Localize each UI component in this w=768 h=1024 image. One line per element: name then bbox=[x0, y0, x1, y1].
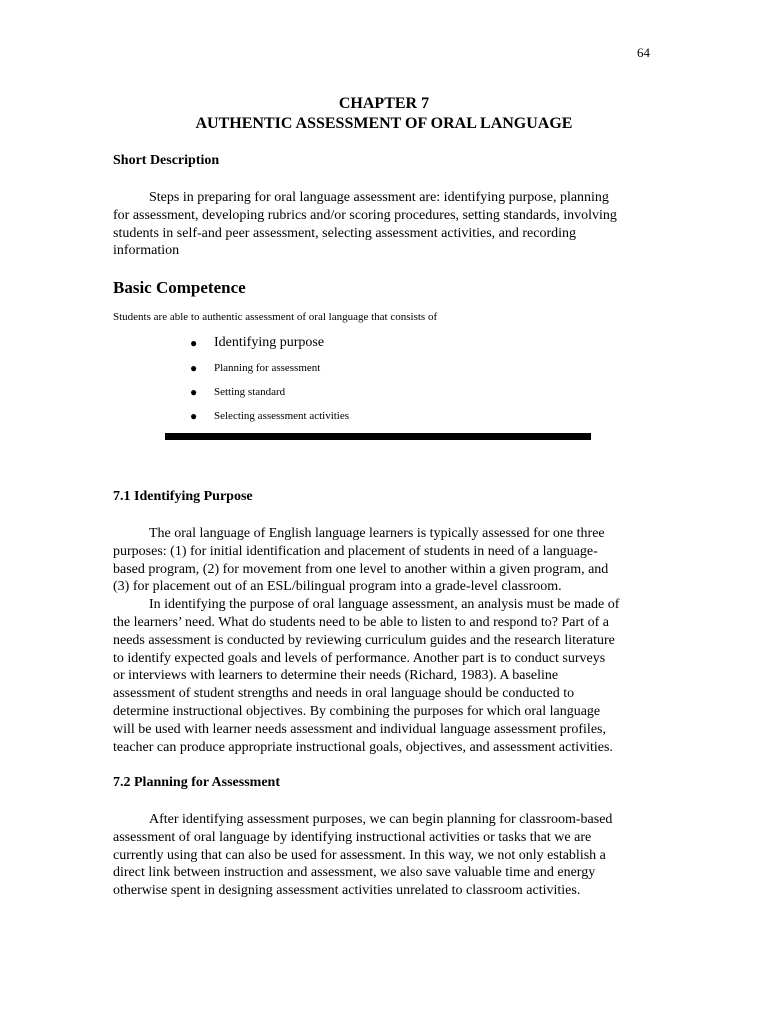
list-item-label: Identifying purpose bbox=[214, 335, 325, 350]
paragraph-line: determine instructional objectives. By combining the purposes for which oral language bbox=[113, 703, 601, 719]
bullet-icon: ● bbox=[190, 361, 198, 375]
chapter-number: CHAPTER 7 bbox=[338, 95, 430, 112]
chapter-title: AUTHENTIC ASSESSMENT OF ORAL LANGUAGE bbox=[195, 115, 573, 132]
page-number: 64 bbox=[637, 45, 650, 60]
paragraph-line: needs assessment is conducted by reviewing curriculum guides and the research literature bbox=[113, 632, 615, 648]
short-description-paragraph bbox=[113, 189, 653, 260]
list-item-label: Planning for assessment bbox=[214, 362, 321, 374]
paragraph-line: Steps in preparing for oral language assessment are: identifying purpose, planning bbox=[149, 190, 609, 205]
paragraph-line: the learners’ need. What do students need to be able to listen to and respond to? Part of a bbox=[113, 614, 609, 630]
paragraph-line: information bbox=[113, 243, 180, 259]
bullet-icon: ● bbox=[190, 385, 198, 399]
bullet-icon: ● bbox=[190, 336, 198, 350]
chapter-heading bbox=[0, 94, 768, 134]
paragraph-line: The oral language of English language learners is typically assessed for one three bbox=[149, 526, 605, 541]
paragraph-line: teacher can produce appropriate instructional goals, objectives, and assessment activities. bbox=[113, 739, 613, 755]
basic-competence-intro: Students are able to authentic assessment of oral language that consists of bbox=[113, 311, 438, 323]
paragraph-line: or interviews with learners to determine their needs (Richard, 1983). A baseline bbox=[113, 668, 559, 684]
paragraph-line: otherwise spent in designing assessment activities unrelated to classroom activities. bbox=[113, 883, 581, 899]
paragraph-line: currently using that can also be used for assessment. In this way, we not only establish a bbox=[113, 847, 606, 863]
section-divider bbox=[165, 433, 591, 440]
paragraph-line: After identifying assessment purposes, we can begin planning for classroom-based bbox=[149, 812, 613, 827]
paragraph-line: for assessment, developing rubrics and/or scoring procedures, setting standards, involving bbox=[113, 207, 617, 223]
section-7-1-paragraph bbox=[113, 525, 653, 756]
paragraph-line: direct link between instruction and assessment, we also save valuable time and energy bbox=[113, 865, 596, 881]
paragraph-line: based program, (2) for movement from one level to another within a given program, and bbox=[113, 561, 609, 577]
paragraph-line: In identifying the purpose of oral language assessment, an analysis must be made of bbox=[149, 597, 620, 613]
paragraph-line: (3) for placement out of an ESL/bilingual program into a grade-level classroom. bbox=[113, 579, 562, 595]
section-7-1-heading: 7.1 Identifying Purpose bbox=[113, 489, 253, 504]
list-item-label: Selecting assessment activities bbox=[214, 410, 350, 422]
paragraph-line: will be used with learner needs assessment and individual language assessment profiles, bbox=[113, 721, 606, 737]
list-item-label: Setting standard bbox=[214, 386, 286, 398]
paragraph-line: students in self-and peer assessment, selecting assessment activities, and recording bbox=[113, 225, 577, 241]
paragraph-line: assessment of oral language by identifying instructional activities or tasks that we are bbox=[113, 829, 592, 845]
competence-list bbox=[190, 330, 349, 428]
bullet-icon: ● bbox=[190, 409, 198, 423]
list-item bbox=[190, 330, 349, 356]
short-description-heading: Short Description bbox=[113, 153, 220, 168]
list-item bbox=[190, 356, 349, 380]
paragraph-line: to identify expected goals and levels of performance. Another part is to conduct surveys bbox=[113, 650, 606, 666]
list-item bbox=[190, 404, 349, 428]
section-7-2-paragraph bbox=[113, 811, 653, 900]
list-item bbox=[190, 380, 349, 404]
section-7-2-heading: 7.2 Planning for Assessment bbox=[113, 775, 280, 790]
paragraph-line: assessment of student strengths and needs in oral language should be conducted to bbox=[113, 686, 575, 702]
paragraph-line: purposes: (1) for initial identification and placement of students in need of a language- bbox=[113, 543, 598, 559]
basic-competence-heading: Basic Competence bbox=[113, 278, 246, 297]
